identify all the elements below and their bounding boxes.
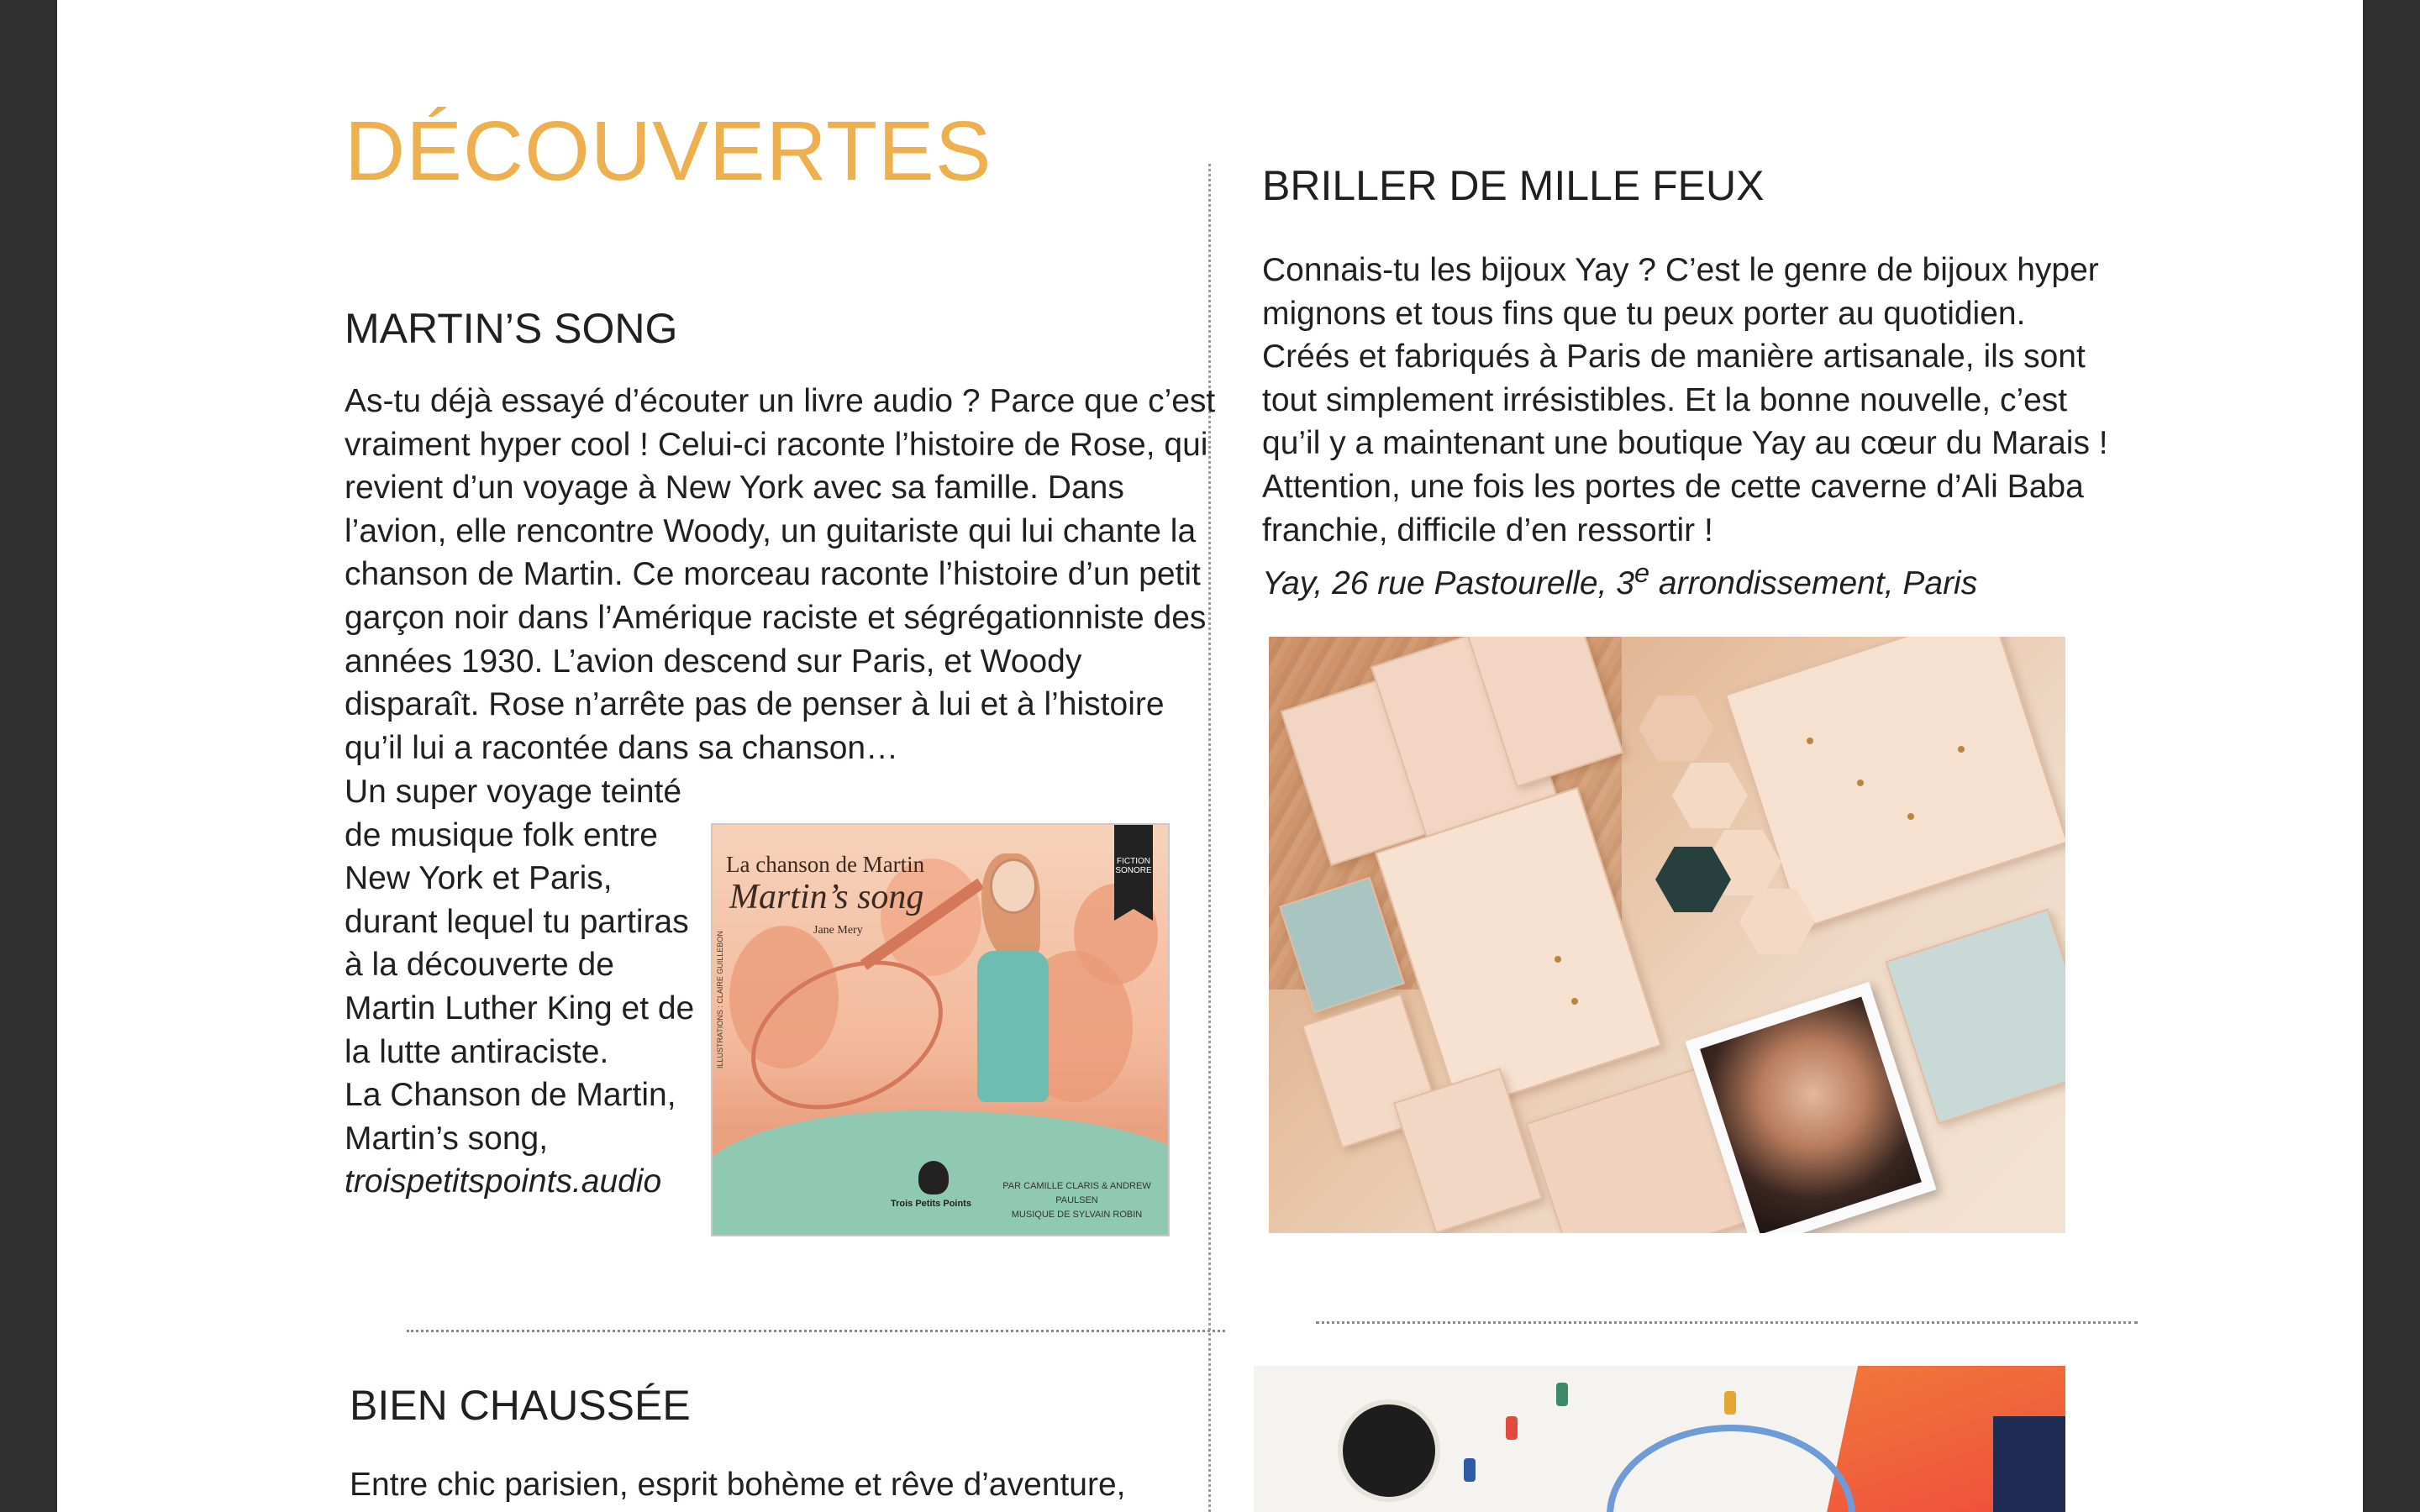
jewel-dot	[1555, 956, 1561, 963]
publisher-logo-icon	[918, 1161, 949, 1194]
briller-paragraph	[1262, 249, 2119, 606]
jewel-dot	[1907, 813, 1914, 820]
jewelry-display-photo	[1269, 637, 2065, 1233]
cover-title-line2: Martin’s song	[729, 878, 924, 916]
martin-song-summary: Un super voyage teinté de musique folk entre New York et Paris, durant lequel tu partiras à la découverte de Martin Luther King et de la lutte antiraciste.	[345, 774, 695, 1070]
jewel-dot	[1571, 998, 1578, 1005]
game-navy-card	[1993, 1416, 2065, 1512]
cover-title-line1: La chanson de Martin	[726, 852, 925, 877]
cover-author: Jane Mery	[813, 924, 863, 937]
bien-chaussee-paragraph	[350, 1463, 1223, 1507]
cover-credits-authors: PAR CAMILLE CLARIS & ANDREW PAULSEN	[1002, 1181, 1151, 1205]
hexagon-display	[1639, 696, 1714, 761]
column-divider	[1208, 164, 1211, 1512]
briller-address	[1262, 552, 2119, 606]
address-superscript: e	[1634, 558, 1650, 589]
page-title: DÉCOUVERTES	[345, 104, 992, 198]
section-divider-right	[1316, 1321, 2138, 1324]
cover-publisher: Trois Petits Points	[891, 1199, 971, 1209]
bien-chaussee-text: Entre chic parisien, esprit bohème et rêve d’aventure,	[350, 1467, 1126, 1503]
martin-song-text: As-tu déjà essayé d’écouter un livre audio ? Parce que c’est vraiment hyper cool ! Celui-ci raconte l’histoire de Rose, qui revient d’un voyage à New York avec sa famille. Dans l’avion, elle rencontre Woody, un guitariste qui lui chante la chanson de Martin. Ce morceau raconte l’histoire d’un petit garçon noir dans l’Amérique raciste et ségrégationniste des années 1930. L’avion descend sur Paris, et Woody disparaît. Rose n’arrête pas de penser à lui et à l’histoire qu’il lui a racontée dans sa chanson…	[345, 383, 1216, 766]
briller-title: BRILLER DE MILLE FEUX	[1262, 162, 1765, 209]
bien-chaussee-title: BIEN CHAUSSÉE	[350, 1382, 691, 1429]
book-cover-image	[711, 823, 1170, 1236]
cover-credits-music: MUSIQUE DE SYLVAIN ROBIN	[1011, 1210, 1143, 1220]
game-ring-track	[1607, 1425, 1855, 1512]
cover-girl-illustration	[965, 858, 1057, 1136]
martin-song-side-text	[345, 770, 714, 1204]
martin-song-website-link[interactable]: troispetitspoints.audio	[345, 1163, 662, 1200]
cover-girl-dress	[977, 951, 1049, 1102]
hexagon-display	[1672, 763, 1748, 828]
martin-song-book-ref: La Chanson de Martin, Martin’s song,	[345, 1077, 676, 1157]
cover-girl-head	[990, 858, 1037, 914]
board-game-photo	[1254, 1366, 2065, 1512]
magazine-page	[57, 0, 2363, 1512]
game-pin	[1464, 1458, 1476, 1482]
game-compass-disc	[1338, 1399, 1440, 1502]
jewelry-card	[1885, 908, 2065, 1124]
jewel-dot	[1807, 738, 1813, 744]
jewelry-card	[1725, 637, 2065, 929]
briller-text: Connais-tu les bijoux Yay ? C’est le genre de bijoux hyper mignons et tous fins que tu peux porter au quotidien. Créés et fabriqués à Paris de manière artisanale, ils sont tout simplement irrésistibles. Et la bonne nouvelle, c’est qu’il y a maintenant une boutique Yay au cœur du Marais ! Attention, une fois les portes de cette caverne d’Ali Baba franchie, difficile d’en ressortir !	[1262, 252, 2108, 549]
cover-ribbon: FICTION SONORE	[1114, 825, 1153, 909]
jewel-dot	[1857, 780, 1864, 786]
cover-illustrator: ILLUSTRATIONS : CLAIRE GUILLEBON	[716, 931, 724, 1068]
martin-song-title: MARTIN’S SONG	[345, 305, 678, 352]
address-city: arrondissement, Paris	[1649, 565, 1978, 602]
game-pin	[1556, 1383, 1568, 1406]
jewel-dot	[1958, 746, 1965, 753]
martin-song-paragraph	[345, 380, 1218, 769]
game-pin	[1506, 1416, 1518, 1440]
section-divider-left	[407, 1330, 1225, 1332]
address-street: Yay, 26 rue Pastourelle, 3	[1262, 565, 1634, 602]
game-pin	[1724, 1391, 1736, 1415]
cover-credits	[986, 1179, 1168, 1222]
